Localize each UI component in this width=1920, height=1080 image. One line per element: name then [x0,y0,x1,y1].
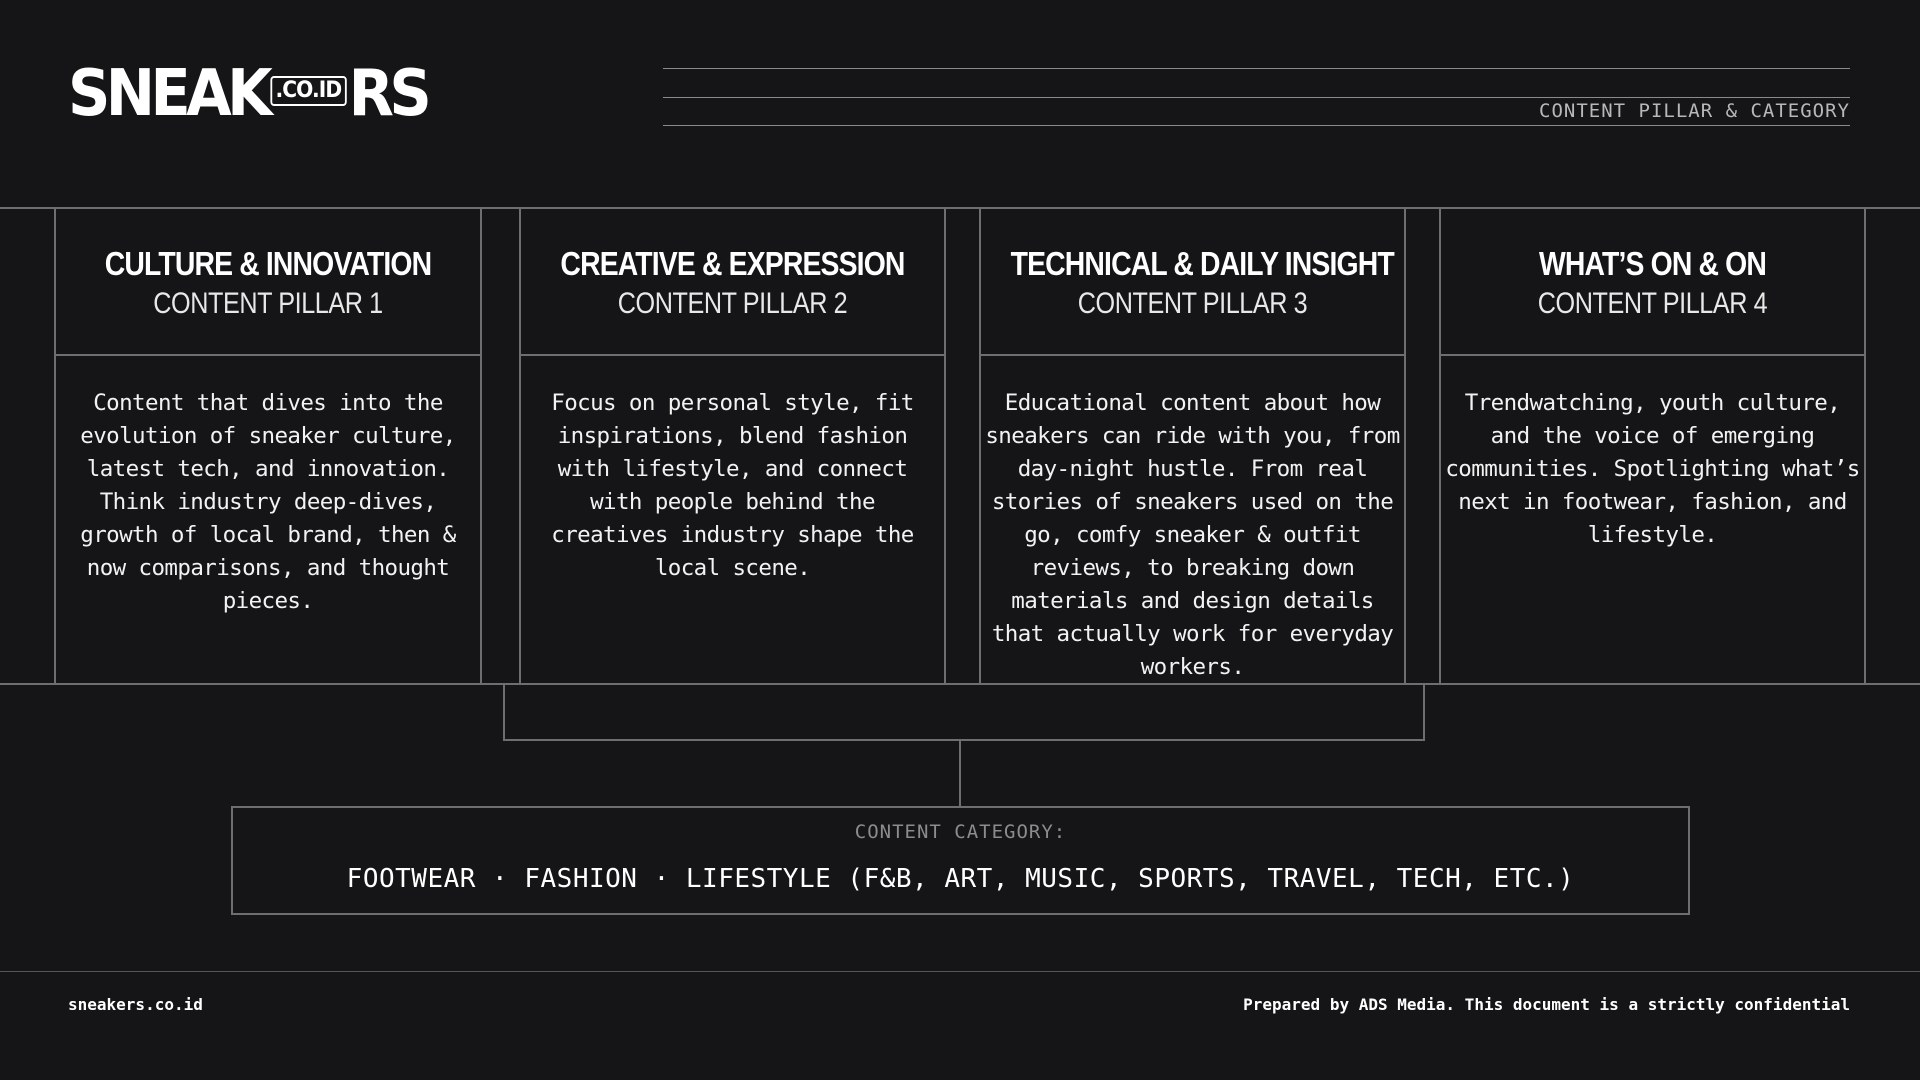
header-rule-2 [663,97,1850,98]
pillar-description: Educational content about how sneakers can ride with you, from day-night hustle. From real stories of sneakers used on the go, comfy sneaker & outfit reviews, to breaking down materials and design details that actually work for everyday workers. [985,390,1400,680]
pillar-card-4 [1439,207,1866,685]
category-values: FOOTWEAR · FASHION · LIFESTYLE (F&B, ART, MUSIC, SPORTS, TRAVEL, TECH, ETC.) [346,864,1575,894]
logo-text-end: RS [348,57,428,131]
header-rule-3 [663,125,1850,126]
category-label: CONTENT CATEGORY: [854,821,1067,843]
pillar-subtitle: CONTENT PILLAR 2 [617,287,848,320]
page-title: CONTENT PILLAR & CATEGORY [1539,100,1850,122]
pillar-divider [1441,354,1864,356]
pillar-title: CREATIVE & EXPRESSION [560,245,905,282]
pillar-description: Trendwatching, youth culture, and the voice of emerging communities. Spotlighting what’s next in footwear, fashion, and lifestyle. [1445,390,1860,548]
pillar-card-3 [979,207,1406,685]
pillar-subtitle: CONTENT PILLAR 4 [1537,287,1768,320]
pillar-subtitle: CONTENT PILLAR 1 [153,287,383,320]
pillar-title: CULTURE & INNOVATION [104,245,432,282]
pillar-divider [521,354,944,356]
pillar-card-1 [54,207,482,685]
pillar-title: TECHNICAL & DAILY INSIGHT [1010,245,1394,282]
logo-text-start: SNEAK [68,57,269,131]
header-rule-1 [663,68,1850,69]
footer-rule [0,971,1920,972]
footer-disclaimer: Prepared by ADS Media. This document is a strictly confidential [1243,995,1850,1014]
pillar-divider [981,354,1404,356]
logo-badge: .CO.ID [270,76,347,106]
content-category-box [231,806,1690,915]
connector-stem [959,741,961,807]
pillar-subtitle: CONTENT PILLAR 3 [1077,287,1308,320]
pillar-divider [56,354,480,356]
pillar-title: WHAT’S ON & ON [1538,245,1767,282]
pillar-description: Content that dives into the evolution of sneaker culture, latest tech, and innovation. Think industry deep-dives, growth of local brand, then & now comparisons, and thought pieces. [80,390,456,614]
pillar-card-2 [519,207,946,685]
brand-logo [68,57,428,131]
footer-website: sneakers.co.id [68,995,203,1014]
pillar-description: Focus on personal style, fit inspirations, blend fashion with lifestyle, and connect with people behind the creatives industry shape the local scene. [551,390,914,581]
pillars-connector-bracket [503,685,1425,741]
